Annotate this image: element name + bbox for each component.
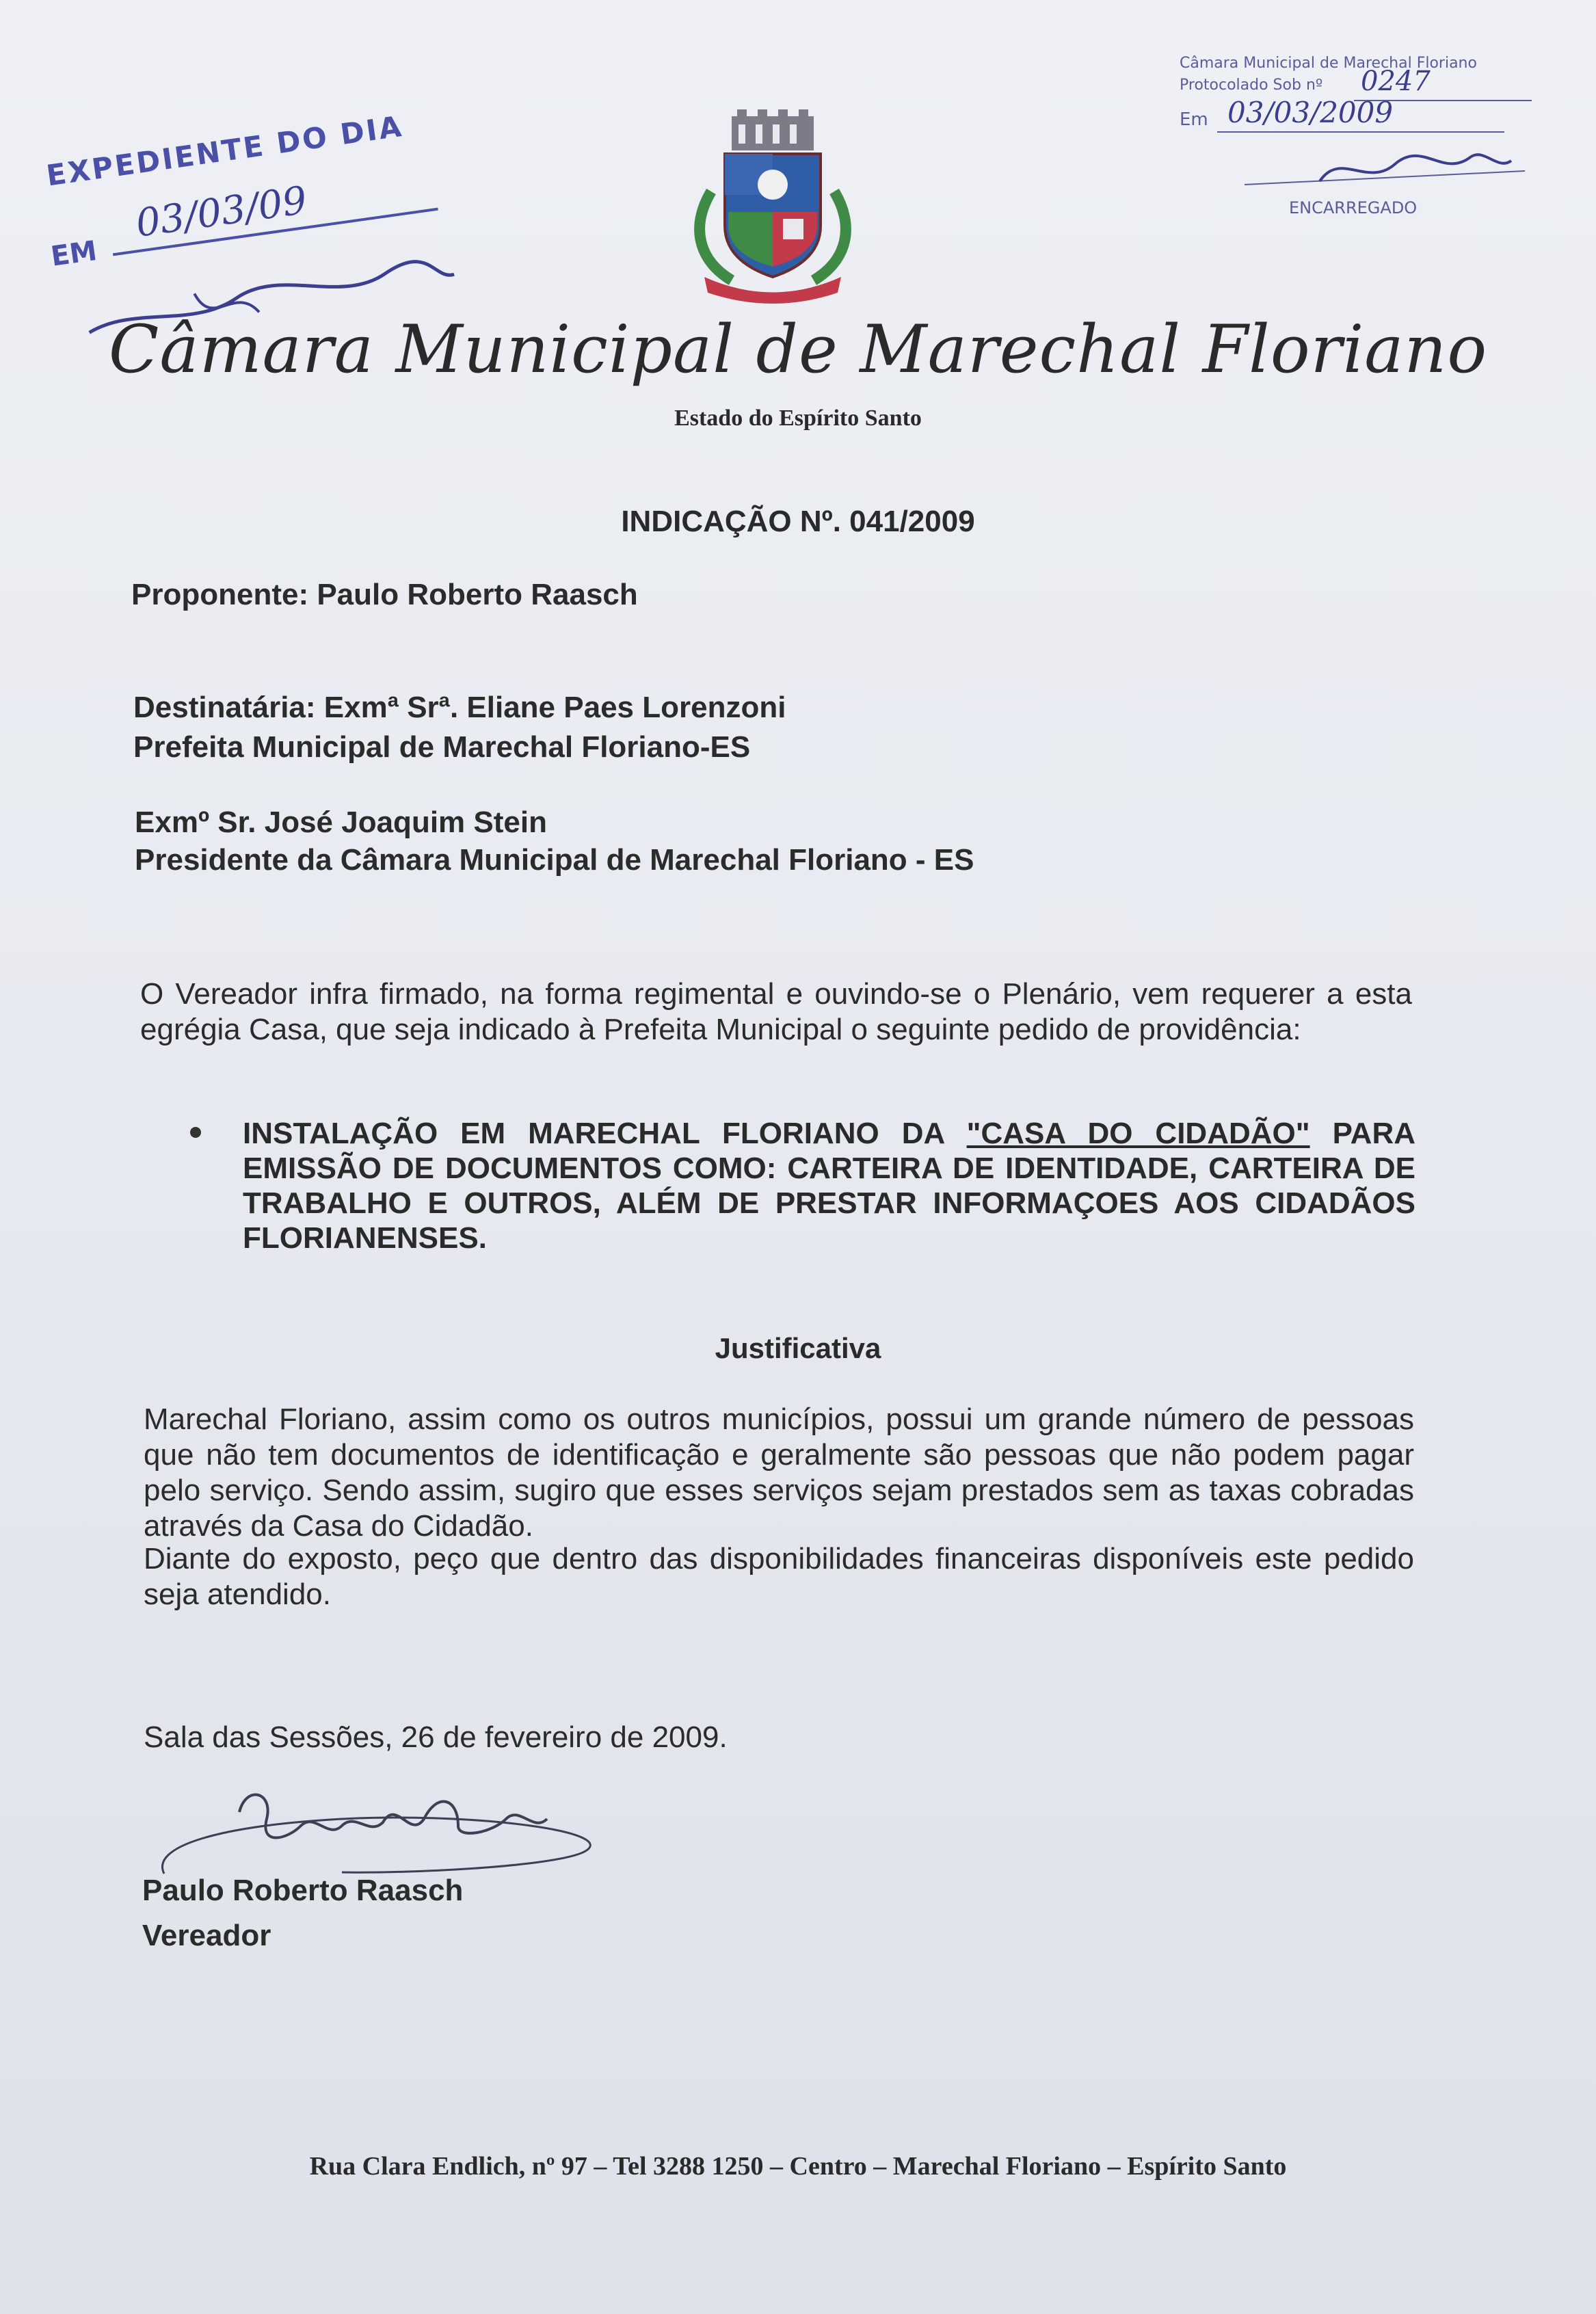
protocolo-stamp-org: Câmara Municipal de Marechal Floriano — [1180, 55, 1477, 72]
proponente-line: Proponente: Paulo Roberto Raasch — [131, 578, 638, 611]
organization-name: Câmara Municipal de Marechal Floriano — [108, 311, 1488, 388]
protocolo-stamp-date: 03/03/2009 — [1227, 96, 1394, 129]
request-bullet-highlight: "CASA DO CIDADÃO" — [966, 1117, 1310, 1150]
justificativa-title: Justificativa — [715, 1332, 881, 1364]
bullet-icon — [190, 1127, 201, 1138]
protocolo-stamp-label: Protocolado Sob nº — [1180, 77, 1323, 94]
justificativa-closing-paragraph: Diante do exposto, peço que dentro das disponibilidades financeiras disponíveis este pedido seja atendido. — [144, 1542, 1414, 1611]
signature — [137, 1771, 615, 1880]
request-bullet — [243, 1116, 1415, 1255]
signer-role: Vereador — [142, 1919, 271, 1952]
justificativa-paragraph: Marechal Floriano, assim como os outros municípios, possui um grande número de pessoas que não tem documentos de identificação e geralmente são pessoas que não podem pagar pelo serviço. Sendo assim, sugiro que esses serviços sejam prestados sem as taxas cobradas através da Casa do Cidadão. — [144, 1402, 1414, 1543]
expediente-stamp-em: EM — [49, 235, 99, 273]
protocolo-stamp — [1169, 41, 1552, 217]
destinatario-line: Exmº Sr. José Joaquim Stein — [135, 806, 547, 839]
footer-address: Rua Clara Endlich, nº 97 – Tel 3288 1250 – Centro – Marechal Floriano – Espírito Santo — [309, 2152, 1287, 2181]
destinataria-role-line: Prefeita Municipal de Marechal Floriano-ES — [133, 730, 751, 764]
document-title: INDICAÇÃO Nº. 041/2009 — [621, 505, 975, 538]
destinataria-line: Destinatária: Exmª Srª. Eliane Paes Lorenzoni — [133, 691, 786, 724]
expediente-stamp-title: EXPEDIENTE DO DIA — [44, 109, 405, 193]
municipal-crest-icon — [684, 109, 862, 308]
expediente-stamp-date: 03/03/09 — [133, 178, 310, 246]
organization-state: Estado do Espírito Santo — [674, 405, 922, 431]
protocolo-stamp-em: Em — [1180, 109, 1208, 130]
protocolo-stamp-number: 0247 — [1361, 66, 1431, 97]
request-bullet-prefix: INSTALAÇÃO EM MARECHAL FLORIANO DA — [243, 1117, 967, 1150]
protocolo-stamp-encarregado: ENCARREGADO — [1289, 198, 1418, 217]
protocolo-date-line — [1217, 131, 1504, 133]
intro-paragraph: O Vereador infra firmado, na forma regimental e ouvindo-se o Plenário, vem requerer a esta egrégia Casa, que seja indicado à Prefeita Municipal o seguinte pedido de providência: — [140, 977, 1412, 1046]
signer-name: Paulo Roberto Raasch — [142, 1874, 464, 1907]
closing-line: Sala das Sessões, 26 de fevereiro de 2009. — [144, 1720, 728, 1754]
protocolo-signature — [1238, 144, 1539, 198]
request-bullet-suffix: PARA EMISSÃO DE DOCUMENTOS COMO: CARTEIRA DE IDENTIDADE, CARTEIRA DE TRABALHO E OUTROS, ALÉM DE PRESTAR INFORMAÇOES AOS CIDADÃOS FLORIANENSES. — [243, 1117, 1415, 1255]
destinatario-role-line: Presidente da Câmara Municipal de Marechal Floriano - ES — [135, 843, 974, 877]
